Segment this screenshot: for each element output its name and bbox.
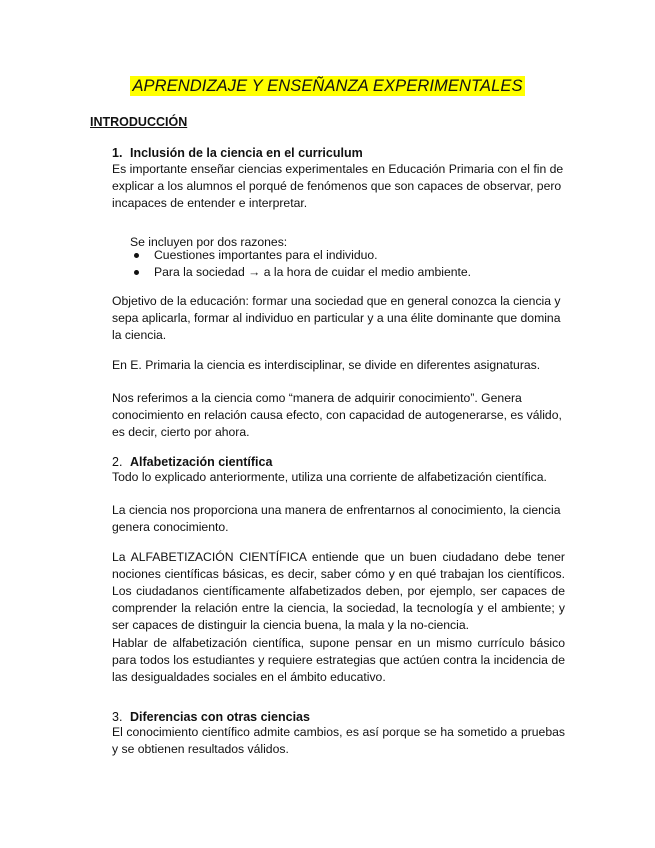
reasons-intro: Se incluyen por dos razones:: [130, 235, 288, 249]
section-1-paragraph-2: Objetivo de la educación: formar una sociedad que en general conozca la ciencia y sepa aplicarla, formar al individuo en particular y a una élite dominante que domina la ciencia.: [112, 294, 561, 342]
section-3-number: 3.: [112, 710, 123, 724]
list-item: Para la sociedad → a la hora de cuidar el medio ambiente.: [130, 264, 471, 281]
section-3-paragraph-1: El conocimiento científico admite cambios, es así porque se ha sometido a pruebas y se obtienen resultados válidos.: [112, 725, 565, 756]
bullet-icon: [134, 270, 139, 275]
section-1-paragraph-3: En E. Primaria la ciencia es interdisciplinar, se divide en diferentes asignaturas.: [112, 358, 541, 372]
section-1-number: 1.: [112, 146, 123, 160]
section-2-paragraph-1: Todo lo explicado anteriormente, utiliza una corriente de alfabetización científica.: [112, 470, 547, 484]
document-title: APRENDIZAJE Y ENSEÑANZA EXPERIMENTALES: [132, 77, 523, 95]
reasons-list: [130, 247, 471, 281]
section-2-paragraph-4: Hablar de alfabetización científica, supone pensar en un mismo currículo básico para todos los estudiantes y requiere estrategias que actúen contra la incidencia de las desigualdades sociales en el ámbito educativo.: [112, 636, 565, 684]
section-2-paragraph-3: La ALFABETIZACIÓN CIENTÍFICA entiende que un buen ciudadano debe tener nociones científicas básicas, es decir, saber cómo y en qué trabajan los científicos. Los ciudadanos científicamente alfabetizados deben, por ejemplo, ser capaces de comprender la relación entre la ciencia, la sociedad, la tecnología y el ambiente; y ser capaces de distinguir la ciencia buena, la mala y la no-ciencia.: [112, 550, 565, 632]
section-1-paragraph-4: Nos referimos a la ciencia como “manera de adquirir conocimiento”. Genera conocimiento en relación causa efecto, con capacidad de autogenerarse, es válido, es decir, cierto por ahora.: [112, 391, 562, 439]
section-1-heading: [112, 146, 363, 161]
section-2-paragraph-2: La ciencia nos proporciona una manera de enfrentarnos al conocimiento, la ciencia genera conocimiento.: [112, 503, 561, 534]
bullet-icon: [134, 253, 139, 258]
intro-heading: INTRODUCCIÓN: [90, 115, 188, 129]
section-3-title: Diferencias con otras ciencias: [130, 710, 310, 724]
section-1-paragraph-1: Es importante enseñar ciencias experimentales en Educación Primaria con el fin de explicar a los alumnos el porqué de fenómenos que son capaces de observar, pero incapaces de entender e interpretar.: [112, 162, 564, 210]
section-1-title: Inclusión de la ciencia en el curriculum: [130, 146, 363, 160]
section-2-number: 2.: [112, 455, 123, 469]
section-2-heading: [112, 455, 272, 470]
section-2-title: Alfabetización científica: [130, 455, 273, 469]
list-item: Cuestiones importantes para el individuo.: [130, 247, 471, 264]
title-container: [0, 76, 655, 96]
section-3-heading: [112, 710, 310, 725]
